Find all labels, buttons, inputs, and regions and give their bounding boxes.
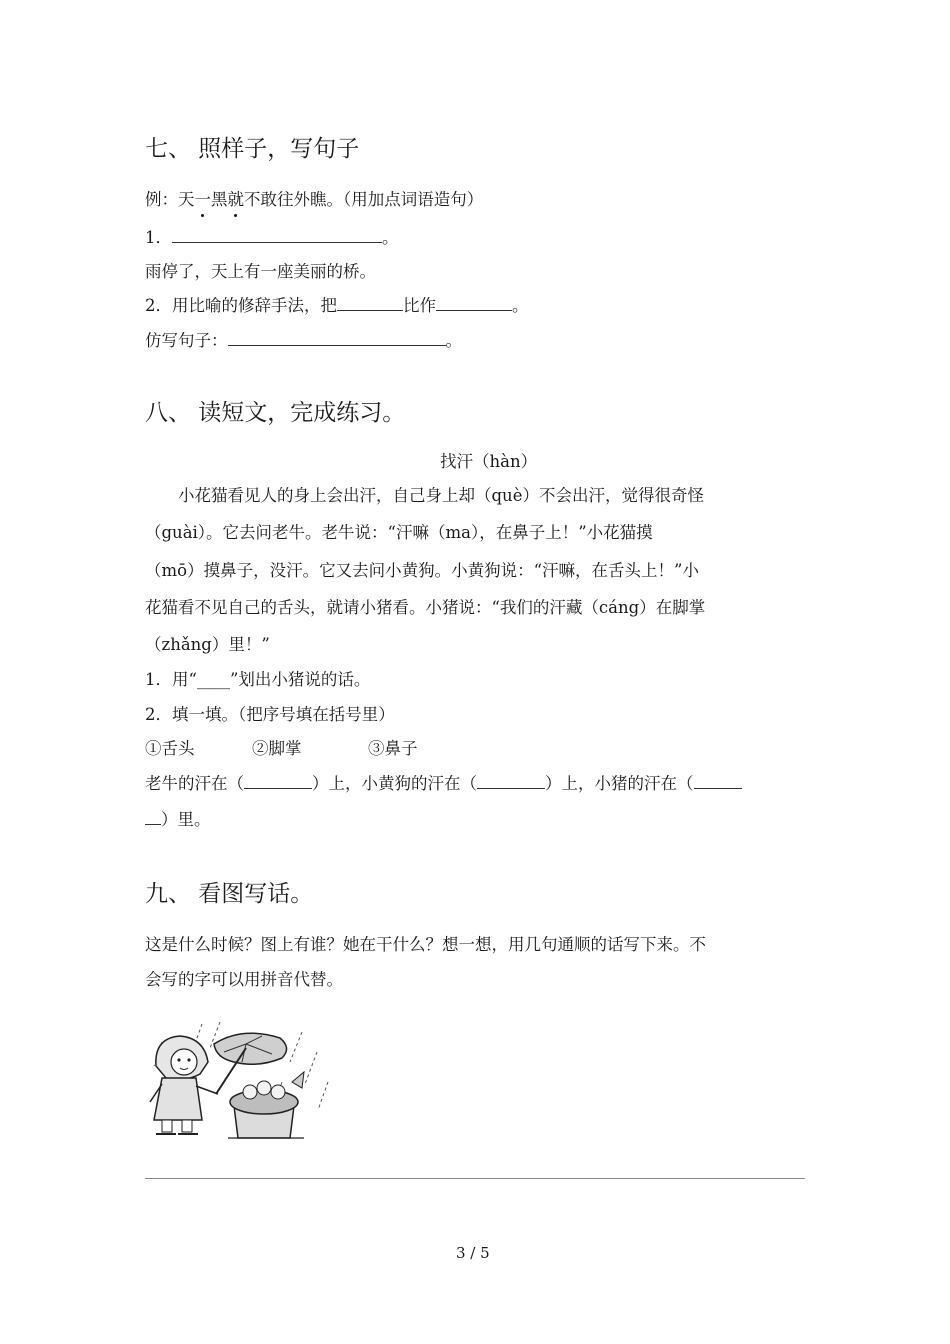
- passage-line-1: 小花猫看见人的身上会出汗，自己身上却（què）不会出汗，觉得很奇怪: [178, 486, 704, 505]
- q8-1-underline-sample: ____: [196, 670, 230, 689]
- passage-line-2: （guài）。它去问老牛。老牛说：“汗嘛（ma），在鼻子上！”小花猫摸: [145, 523, 653, 542]
- option-3: ③鼻子: [368, 739, 418, 758]
- fill-text-b: ）上，小黄狗的汗在（: [312, 774, 477, 793]
- q8-1-text-a: 1．用“: [145, 670, 197, 689]
- example-sentence: [145, 186, 483, 210]
- dotted-char-1: 一: [195, 186, 212, 210]
- fill-line-2: [145, 806, 211, 830]
- imitate-sentence: [145, 327, 462, 351]
- question-8-1: [145, 666, 370, 690]
- passage-title: 找汗（hàn）: [440, 452, 538, 471]
- option-2: ②脚掌: [252, 739, 302, 758]
- passage-line-4: 花猫看不见自己的舌头，就请小猪看。小猪说：“我们的汗藏（cáng）在脚掌: [145, 598, 706, 617]
- sentence-2: 雨停了，天上有一座美丽的桥。: [145, 262, 376, 281]
- q7-1-number: 1．: [145, 228, 172, 247]
- imitate-end: 。: [445, 331, 462, 350]
- answer-blank-7-1[interactable]: [172, 228, 382, 243]
- section-7-title: 七、 照样子，写句子: [145, 136, 360, 162]
- fill-blank-ox[interactable]: [244, 774, 312, 789]
- example-text-mid: 黑: [211, 190, 228, 209]
- answer-line[interactable]: [145, 1178, 805, 1179]
- fill-blank-pig[interactable]: [694, 774, 742, 789]
- answer-blank-imitate[interactable]: [228, 331, 446, 346]
- section-8-title: 八、 读短文，完成练习。: [145, 400, 406, 426]
- fill-line-1: [145, 770, 742, 794]
- section-9-title: 九、 看图写话。: [145, 881, 314, 907]
- example-text-end: 不敢往外瞧。（用加点词语造句）: [244, 190, 484, 209]
- instruction-line-1: 这是什么时候？图上有谁？她在干什么？想一想，用几句通顺的话写下来。不: [145, 935, 706, 954]
- option-1: ①舌头: [145, 739, 195, 758]
- q7-1-end: 。: [382, 228, 399, 247]
- nest-stump-icon: [228, 1072, 304, 1138]
- fill-text-a: 老牛的汗在（: [145, 774, 244, 793]
- fill-blank-pig-cont[interactable]: [145, 810, 161, 825]
- girl-figure-icon: [150, 1036, 218, 1134]
- answer-blank-7-2b[interactable]: [436, 296, 512, 311]
- fill-text-c: ）上，小猪的汗在（: [545, 774, 694, 793]
- page-number: 3 / 5: [456, 1244, 490, 1262]
- q7-2-text-b: 比作: [403, 296, 436, 315]
- passage-line-3: （mō）摸鼻子，没汗。它又去问小黄狗。小黄狗说：“汗嘛，在舌头上！”小: [145, 561, 699, 580]
- imitate-label: 仿写句子：: [145, 331, 228, 350]
- dotted-char-2: 就: [228, 186, 245, 210]
- question-8-2: 2．填一填。（把序号填在括号里）: [145, 705, 395, 724]
- fill-blank-dog[interactable]: [477, 774, 545, 789]
- q7-2-end: 。: [512, 296, 529, 315]
- illustration-girl-rain: [142, 1022, 340, 1140]
- question-7-2: [145, 292, 529, 316]
- passage-line-5: （zhǎng）里！”: [145, 635, 270, 654]
- example-text-start: 例：天: [145, 190, 195, 209]
- instruction-line-2: 会写的字可以用拼音代替。: [145, 970, 343, 989]
- q8-1-text-b: ”划出小猪说的话。: [229, 670, 371, 689]
- answer-blank-7-2a[interactable]: [337, 296, 403, 311]
- fill-text-d: ）里。: [161, 810, 211, 829]
- q7-2-text-a: 2．用比喻的修辞手法，把: [145, 296, 337, 315]
- question-7-1: [145, 224, 399, 248]
